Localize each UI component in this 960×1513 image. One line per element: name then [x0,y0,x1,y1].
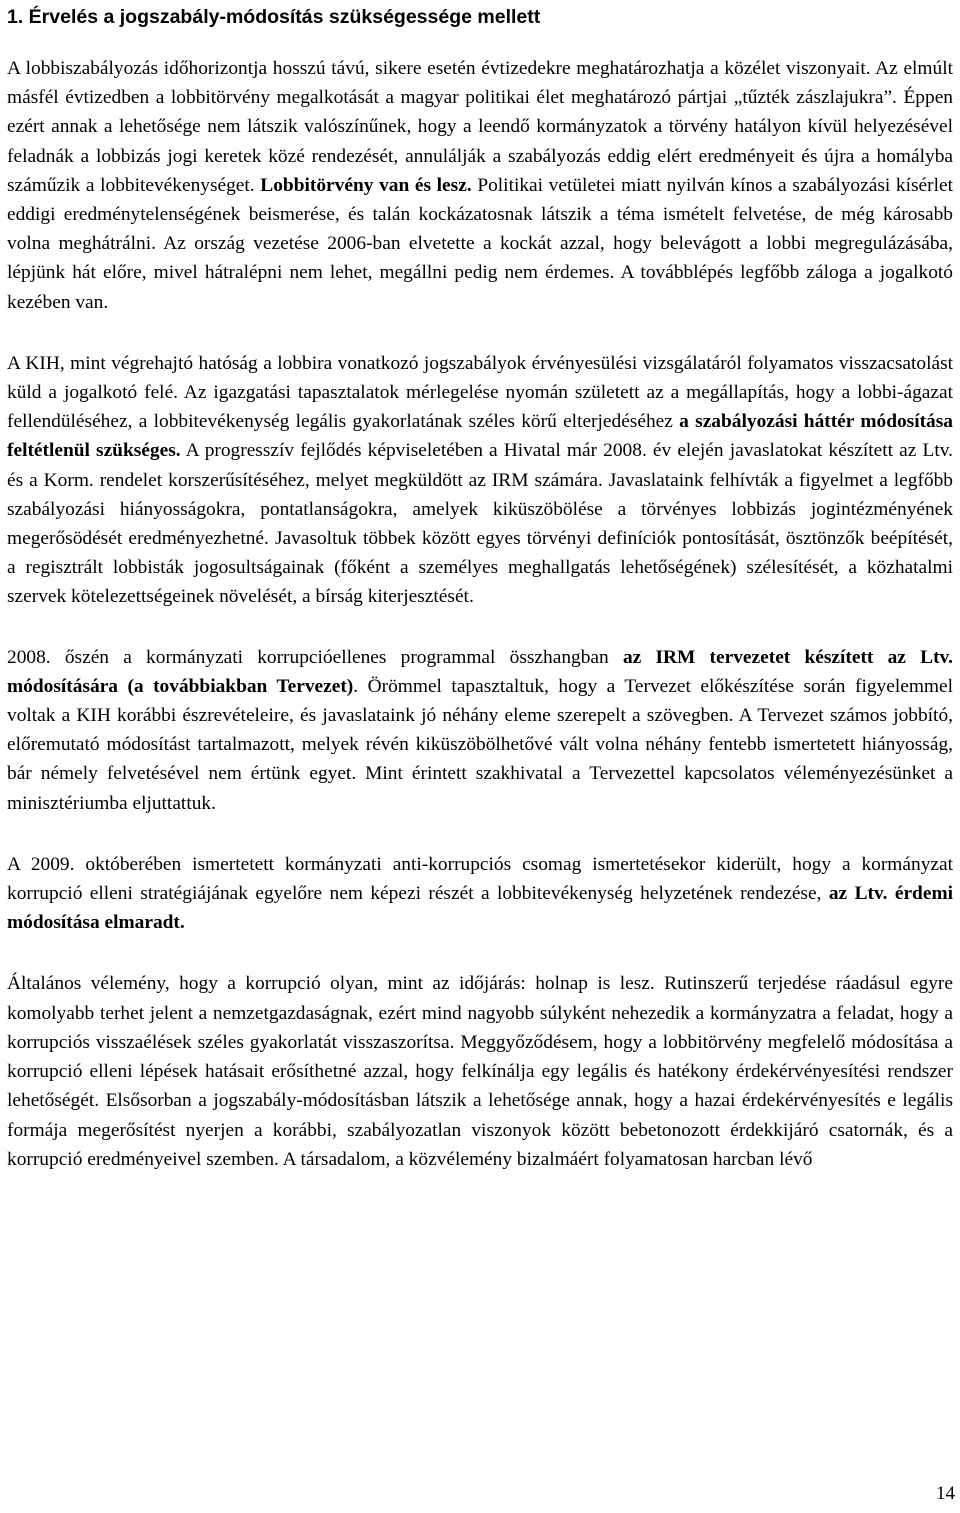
text-run: Politikai vetületei miatt nyilván kínos a szabályozási kísérlet eddigi eredménytelenségének beismerése, és talán kockázatosnak látszik a téma ismételt felvetése, de még károsabb volna meghátrálni. Az ország vezetése 2006-ban elvetette a kockát azzal, hogy belevágott a lobbi megregulázásába, lépjünk hát előre, mivel hátralépni nem lehet, megállni pedig nem érdemes. A továbblépés legfőbb záloga a jogalkotó kezében van. [7,174,953,313]
section-heading: 1. Érvelés a jogszabály-módosítás szükségessége mellett [7,6,541,28]
document-page [7,0,953,1174]
paragraph-1 [7,54,953,317]
text-run: A KIH, mint végrehajtó hatóság a lobbira vonatkozó jogszabályok érvényesülési vizsgálatáról folyamatos visszacsatolást küld a jogalkotó felé. Az igazgatási tapasztalatok mérlegelése nyomán született az a megállapítás, hogy a lobbi-ágazat fellendüléséhez, a lobbitevékenység legális gyakorlatának széles körű elterjedéséhez [7,352,953,433]
bold-text-run: a szabályozási háttér módosítása feltétlenül szükséges. [7,411,953,462]
bold-text-run: Lobbitörvény van és lesz. [260,174,472,196]
page-number: 14 [936,1483,955,1504]
paragraph-3 [7,643,953,818]
text-run: 2008. őszén a kormányzati korrupcióellenes programmal összhangban [7,646,623,668]
paragraph-4 [7,850,953,938]
paragraph-5 [7,969,953,1173]
bold-text-run: az IRM tervezetet készített az Ltv. módosítására (a továbbiakban Tervezet) [7,646,954,697]
text-run: A progresszív fejlődés képviseletében a Hivatal már 2008. év elején javaslatokat készített az Ltv. és a Korm. rendelet korszerűsítéséhez, melyet megküldött az IRM számára. Javaslataink felhívták a figyelmet a legfőbb szabályozási hiányosságokra, pontatlanságokra, amelyek kiküszöbölése a törvényes lobbizás jogintézményének megerősödését eredményezhetné. Javasoltuk többek között egyes törvényi definíciók pontosítását, ösztönzők beépítését, a regisztrált lobbisták jogosultságainak (főként a személyes meghallgatás lehetőségének) szélesítését, a közhatalmi szervek kötelezettségeinek növelését, a bírság kiterjesztését. [7,440,953,608]
text-run: A 2009. októberében ismertetett kormányzati anti-korrupciós csomag ismertetésekor kiderült, hogy a kormányzat korrupció elleni stratégiájának egyelőre nem képezi részét a lobbitevékenység helyzetének rendezése, [7,853,953,905]
paragraph-2 [7,349,953,612]
text-run: Általános vélemény, hogy a korrupció olyan, mint az időjárás: holnap is lesz. Rutinszerű terjedése ráadásul egyre komolyabb terhet jelent a nemzetgazdaságnak, ezért mind nagyobb súlyként nehezedik a kormányzatra a feladat, hogy a korrupciós visszaélések széles gyakorlatát visszaszorítsa. Meggyőződésem, hogy a lobbitörvény megfelelő módosítása a korrupció elleni lépések hatásait erősíthetné azzal, hogy felkínálja egy legális és hatékony érdekérvényesítési rendszer lehetőségét. Elsősorban a jogszabály-módosításban látszik a lehetősége annak, hogy a hazai érdekérvényesítés e legális formája megerősítést nyerjen a korábbi, szabályozatlan viszonyok között bebetonozott érdekkijáró csatornák, és a korrupció eredményeivel szemben. A társadalom, a közvélemény bizalmáért folyamatosan harcban lévő [7,973,953,1170]
text-run: A lobbiszabályozás időhorizontja hosszú távú, sikere esetén évtizedekre meghatározhatja a közélet viszonyait. Az elmúlt másfél évtizedben a lobbitörvény megalkotását a magyar politikai élet meghatározó pártjai „tűzték zászlajukra”. Éppen ezért annak a lehetősége nem látszik valószínűnek, hogy a leendő kormányzatok a törvény hatályon kívül helyezésével feladnák a lobbizás jogi keretek közé rendezését, annulálják a szabályozás eddig elért eredményeit és újra a homályba száműzik a lobbitevékenységet. [7,58,953,196]
bold-text-run: az Ltv. érdemi módosítása elmaradt. [7,883,953,934]
text-run: . Örömmel tapasztaltuk, hogy a Tervezet előkészítése során figyelemmel voltak a KIH korábbi észrevételeire, és javaslataink jó néhány eleme szerepelt a szövegben. A Tervezet számos jobbító, előremutató módosítást tartalmazott, melyek révén kiküszöbölhetővé vált volna néhány fentebb ismertetett hiányosság, bár némely felvetésével nem értünk egyet. Mint érintett szakhivatal a Tervezettel kapcsolatos véleményezésünket a minisztériumba eljuttattuk. [7,675,953,814]
